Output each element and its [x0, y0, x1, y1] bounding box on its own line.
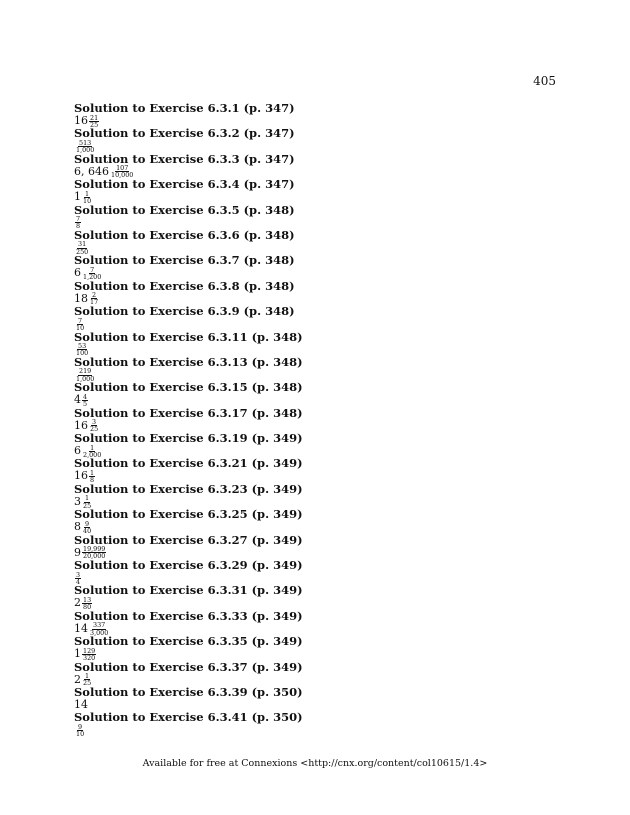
solution-entry: [74, 178, 554, 203]
fraction-numerator: 219: [79, 367, 92, 376]
fraction-numerator: 1: [90, 468, 95, 477]
solution-heading: Solution to Exercise 6.3.21 (p. 349): [74, 456, 303, 471]
fraction-numerator: 3: [76, 570, 81, 579]
solution-entry: [74, 229, 554, 254]
fraction-denominator: 2,000: [83, 450, 102, 459]
answer-whole-number: 1: [74, 190, 81, 204]
solution-heading: Solution to Exercise 6.3.31 (p. 349): [74, 583, 303, 598]
fraction-numerator: 7: [90, 265, 95, 274]
solution-heading: Solution to Exercise 6.3.41 (p. 350): [74, 710, 303, 725]
fraction-denominator: 3,000: [90, 628, 109, 637]
fraction-numerator: 9: [85, 519, 90, 528]
solution-entry: [74, 153, 554, 178]
solution-entry: [74, 635, 554, 660]
solution-heading: Solution to Exercise 6.3.35 (p. 349): [74, 634, 303, 649]
solution-heading: Solution to Exercise 6.3.15 (p. 348): [74, 380, 303, 395]
fraction-denominator: 25: [90, 120, 99, 129]
solution-answer: [74, 521, 554, 533]
solution-entry: [74, 559, 554, 584]
answer-whole-number: 16: [74, 418, 88, 432]
answer-whole-number: 1: [74, 647, 81, 661]
fraction-denominator: 25: [83, 501, 92, 510]
solution-entry: [74, 534, 554, 559]
answer-whole-number: 2: [74, 596, 81, 610]
fraction-denominator: 10,000: [111, 171, 134, 180]
solution-heading: Solution to Exercise 6.3.6 (p. 348): [74, 227, 295, 242]
answer-whole-number: 3: [74, 494, 81, 508]
fraction-numerator: 13: [83, 595, 92, 604]
solution-heading: Solution to Exercise 6.3.33 (p. 349): [74, 608, 303, 623]
solution-heading: Solution to Exercise 6.3.13 (p. 348): [74, 354, 303, 369]
fraction-numerator: 21: [90, 113, 99, 122]
fraction-numerator: 53: [78, 342, 87, 351]
solution-entry: [74, 686, 554, 711]
solution-entry: [74, 305, 554, 330]
fraction-numerator: 31: [78, 240, 87, 249]
fraction-numerator: 107: [116, 164, 129, 173]
fraction-numerator: 3: [92, 418, 97, 427]
fraction-denominator: 1,200: [83, 273, 102, 282]
solution-entry: [74, 381, 554, 406]
solution-heading: Solution to Exercise 6.3.19 (p. 349): [74, 431, 303, 446]
solution-answer: [74, 318, 554, 330]
fraction-denominator: 10: [76, 730, 85, 739]
solution-heading: Solution to Exercise 6.3.8 (p. 348): [74, 278, 295, 293]
solution-entry: [74, 483, 554, 508]
fraction-denominator: 320: [83, 653, 96, 662]
solution-entry: [74, 508, 554, 533]
solution-entry: [74, 102, 554, 127]
solution-answer: [74, 138, 554, 155]
fraction-denominator: 1,000: [76, 146, 95, 155]
fraction-numerator: 129: [83, 646, 96, 655]
solution-answer: [74, 265, 554, 282]
solution-answer: [74, 394, 554, 406]
page-number: 405: [533, 74, 556, 88]
fraction-numerator: 1: [85, 189, 90, 198]
answer-whole-number: 16: [74, 114, 88, 127]
fraction-denominator: 1,000: [76, 374, 95, 383]
solution-entry: [74, 710, 554, 739]
solution-heading: Solution to Exercise 6.3.2 (p. 347): [74, 126, 295, 141]
answer-whole-number: 14: [74, 621, 88, 635]
fraction-denominator: 10: [76, 323, 85, 332]
fraction-numerator: 7: [76, 215, 81, 224]
solution-heading: Solution to Exercise 6.3.37 (p. 349): [74, 659, 303, 674]
answer-whole-number: 18: [74, 291, 88, 305]
fraction-denominator: 20,000: [83, 552, 106, 561]
solution-entry: [74, 432, 554, 457]
answer-whole-number: 6: [74, 266, 81, 280]
solution-entry: [74, 407, 554, 432]
solution-heading: Solution to Exercise 6.3.39 (p. 350): [74, 684, 303, 699]
solution-answer: [74, 468, 554, 485]
fraction-numerator: 9: [78, 722, 83, 731]
solution-entry: [74, 583, 554, 612]
fraction-numerator: 1: [90, 443, 95, 452]
solution-heading: Solution to Exercise 6.3.3 (p. 347): [74, 151, 295, 166]
solution-entry: [74, 610, 554, 635]
solutions-list: [74, 102, 554, 737]
fraction-numerator: 19,999: [83, 545, 106, 554]
fraction-numerator: 4: [83, 392, 88, 401]
solution-answer: [74, 595, 554, 612]
solution-heading: Solution to Exercise 6.3.23 (p. 349): [74, 481, 303, 496]
solution-entry: [74, 331, 554, 356]
fraction-denominator: 17: [90, 298, 99, 307]
fraction-denominator: 25: [83, 679, 92, 688]
fraction-denominator: 100: [76, 349, 89, 358]
fraction-numerator: 2: [92, 291, 97, 300]
solution-entry: [74, 204, 554, 229]
fraction-denominator: 80: [83, 603, 92, 612]
answer-whole-number: 2: [74, 672, 81, 686]
solution-entry: [74, 661, 554, 686]
solution-heading: Solution to Exercise 6.3.25 (p. 349): [74, 507, 303, 522]
fraction-numerator: 513: [79, 138, 92, 147]
answer-whole-number: 16: [74, 469, 88, 483]
fraction-numerator: 7: [78, 316, 83, 325]
fraction-numerator: 1: [85, 672, 90, 681]
solution-entry: [74, 126, 554, 155]
fraction-denominator: 5: [83, 400, 88, 408]
solution-entry: [74, 253, 554, 282]
solution-heading: Solution to Exercise 6.3.27 (p. 349): [74, 532, 303, 547]
fraction-denominator: 8: [76, 222, 81, 231]
footer-availability-note: Available for free at Connexions <http://cnx.org/content/col10615/1.4>: [142, 758, 488, 769]
answer-whole-number: 8: [74, 520, 81, 534]
solution-answer: [74, 722, 554, 739]
solution-heading: Solution to Exercise 6.3.17 (p. 348): [74, 405, 303, 420]
solution-entry: [74, 356, 554, 381]
solution-answer: [74, 191, 554, 203]
fraction-denominator: 25: [90, 425, 99, 434]
fraction-denominator: 8: [90, 476, 95, 485]
solution-heading: Solution to Exercise 6.3.1 (p. 347): [74, 101, 295, 115]
solution-heading: Solution to Exercise 6.3.5 (p. 348): [74, 202, 295, 217]
solution-entry: [74, 456, 554, 485]
answer-fraction: [75, 724, 85, 737]
answer-whole-number: 4: [74, 393, 81, 407]
fraction-denominator: 10: [83, 196, 92, 205]
fraction-numerator: 1: [85, 494, 90, 503]
fraction-numerator: 337: [93, 621, 106, 630]
answer-whole-number: 14: [74, 697, 88, 711]
fraction-denominator: 250: [76, 247, 89, 256]
answer-whole-number: 9: [74, 545, 81, 559]
fraction-denominator: 4: [76, 577, 81, 586]
solution-heading: Solution to Exercise 6.3.9 (p. 348): [74, 304, 295, 319]
solution-heading: Solution to Exercise 6.3.4 (p. 347): [74, 177, 295, 192]
answer-whole-number: 6: [74, 444, 81, 458]
solution-heading: Solution to Exercise 6.3.7 (p. 348): [74, 253, 295, 268]
fraction-denominator: 40: [83, 526, 92, 535]
solution-heading: Solution to Exercise 6.3.11 (p. 348): [74, 329, 303, 344]
solution-entry: [74, 280, 554, 305]
solution-answer: [74, 648, 554, 660]
solution-heading: Solution to Exercise 6.3.29 (p. 349): [74, 558, 303, 573]
answer-whole-number: 6, 646: [74, 164, 109, 178]
